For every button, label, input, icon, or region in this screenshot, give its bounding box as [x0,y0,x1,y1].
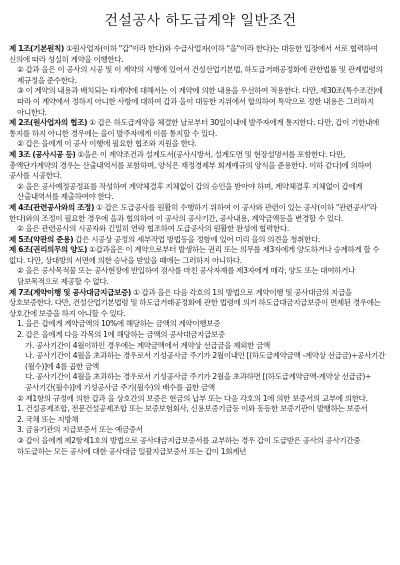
paragraph-text: ② 을은 공사예정공정표를 작성하여 계약체결후 지체없이 갑의 승인을 받아야 하며, 계약체결후 지체없이 갑에게 산출내역서를 제출하여야 한다. [17,181,363,202]
paragraph-text: ② 갑은 을에게 이 공사 이행에 필요한 협조와 지원을 한다. [17,139,197,149]
paragraph-text: 다. 공사기간이 4월을 초과하는 경우로서 기성공사금 주기가 2월을 초과하면 [(하도급계약금액-계약상 선급금)÷공사기간(월수)]에 기성공사금 주기(월수)의 배수를 곱한 금액 [25,372,372,392]
paragraph-text: ② 을은 관련공사의 시공자와 긴밀히 연락 협조하여 도급공사의 원활한 완성에 협력한다. [17,224,289,234]
paragraph-text: ② 갑과 을은 이 공사의 시공 및 이 계약의 시행에 있어서 건설산업기본법, 하도급거래공정화에 관한법률 및 관계법령의 제규정을 준수한다. [17,65,383,85]
article-paragraph [9,245,392,266]
paragraph-text: ③ 갑이 을에게 제2항제1호의 방법으로 공사대금지급보증서를 교부하는 경우 갑이 도급받은 공사의 공사기간중 하도급하는 모든 공사에 대한 공사대금 일괄지급보증서 또는 갑이 1회계년 [17,435,361,456]
clause-paragraph [9,341,392,352]
clause-paragraph [9,266,392,287]
clause-paragraph [9,425,392,436]
article-heading: 제 7조(계약이행 및 공사대금지급보증) [9,287,132,297]
paragraph-text: ①원사업자(이하 "갑"이라 한다)와 수급사업자(이하 "을"이라 한다)는 대등한 입장에서 서로 협력하여 신의에 따라 성실히 계약을 이행한다. [9,44,378,64]
paragraph-text: 1. 을은 갑에게 계약금액의 10%에 해당하는 금액의 계약이행보증 [17,319,221,329]
paragraph-text: ① 갑은 하도급계약을 체결한 날로부터 30일이내에 발주자에게 통지한다. 다만, 갑이 기한내에 통지를 하지 아니한 경우에는 을이 발주자에게 이를 통지할 수 있다. [9,118,379,138]
clause-paragraph [9,65,392,86]
paragraph-text: ① 갑과 을은 다음 각호의 1의 방법으로 계약이행 및 공사대금의 지급을 상호보증한다. 다만, 건설산업기본법령 및 하도급거래공정화에 관한 법령에 의거 하도급대금지급보증이 면제된 경우에는 상호간에 보증을 하지 아니할 수 있다. [9,287,381,318]
clause-paragraph [9,319,392,330]
paragraph-text: 갑은 시공상 공정의 세부작업 방법등을 정함에 있어 미리 을의 의견을 청취한다. [73,234,320,244]
paragraph-text: ③ 이 계약의 내용과 배치되는 타계약에 대해서는 이 계약에 의한 내용을 우선하여 적용한다. 다만, 제30조(특수조건)에 따라 이 계약에서 정하지 아니한 사항에 대하여 갑과 을이 대등한 지위에서 합의하여 특약으로 정한 내용은 그러하지 아니한다. [17,86,383,117]
paragraph-text: 2. 국채 또는 지방채 [17,414,79,424]
clause-paragraph [9,86,392,118]
article-paragraph [9,150,392,182]
paragraph-text: 3. 금융기관의 지급보증서 또는 예금증서 [17,425,143,435]
paragraph-text: ② 제1항의 규정에 의한 갑과 을 상호간의 보증은 현금의 납부 또는 다음 각호의 1에 의한 보증서의 교부에 의한다. [17,393,368,403]
paragraph-text: ① 갑은 도급공사를 원활히 수행하기 위하여 이 공사와 관련이 있는 공사(이하 "관련공사"라 한다)와의 조정이 필요한 경우에 을과 협의하여 이 공사의 공사기간, 공사내용, 계약금액등을 변경할 수 있다. [9,202,377,223]
clause-paragraph [9,372,392,393]
paragraph-text: 가. 공사기간이 4월이하인 경우에는 계약금액에서 계약상 선급금을 제외한 금액 [25,340,270,350]
document-title: 건설공사 하도급계약 일반조건 [104,13,297,29]
paragraph-text: ①을은 이 계약조건과 설계도서(공사시방서, 설계도면 및 현장설명서를 포함한다. 다만, 총액단가계약의 경우는 산출내역서를 포함하며, 양식은 재정경제부 회계예규의 양식을 준용한다. 이하 같다)에 의하여 공사를 시공한다. [9,149,372,181]
paragraph-text: 1. 건설공제조합, 전문건설공제조합 또는 보증보험회사, 신용보증기금등 이와 동등한 보증기관이 발행하는 보증서 [17,404,368,414]
clause-paragraph [9,436,392,457]
clause-paragraph [9,404,392,415]
paragraph-text: ①갑과을은 이 계약으로부터 발생하는 권리 또는 의무를 제3자에게 양도하거나 승계하게 할 수 없다. 다만, 상대방의 서면에 의한 승낙을 받았을 때에는 그러하지 아니하다. [9,245,380,265]
clause-paragraph [9,182,392,203]
article-heading: 제 3조 (공사시공 등) [9,149,76,159]
article-paragraph [9,288,392,320]
article-heading: 제 1조(기본원칙) [9,44,65,53]
paragraph-text: 2. 갑은 을에게 다음 각목의 1에 해당하는 금액의 공사대금지급보증 [17,330,225,340]
article-heading: 제 4조(관련공사와의 조정) [9,202,95,212]
paragraph-text: ② 을은 공사목적물 또는 공사현장에 반입하여 검사를 마친 공사자재를 제3자에게 매각, 양도 또는 대여하거나 담보목적으로 제공할 수 없다. [17,266,355,287]
clause-paragraph [9,224,392,235]
article-paragraph [9,44,392,65]
article-paragraph [9,118,392,139]
article-paragraph [9,203,392,224]
paragraph-text: 나. 공사기간이 4월을 초과하는 경우로서 기성공사금 주기가 2월이내인 [(하도급계약금액 -계약상 선급금)÷공사기간(월수)]에 4를 곱한 금액 [25,351,385,371]
article-paragraph [9,235,392,246]
document-body [9,44,392,457]
clause-paragraph [9,330,392,341]
clause-paragraph [9,139,392,150]
clause-paragraph [9,351,392,372]
clause-paragraph [9,394,392,405]
article-heading: 제 6조(권리의무의 양도) [9,245,88,255]
clause-paragraph [9,415,392,426]
article-heading: 제 2조(원사업자의 협조) [9,118,88,128]
article-heading: 제 5조(약관의 준용) [9,234,74,244]
